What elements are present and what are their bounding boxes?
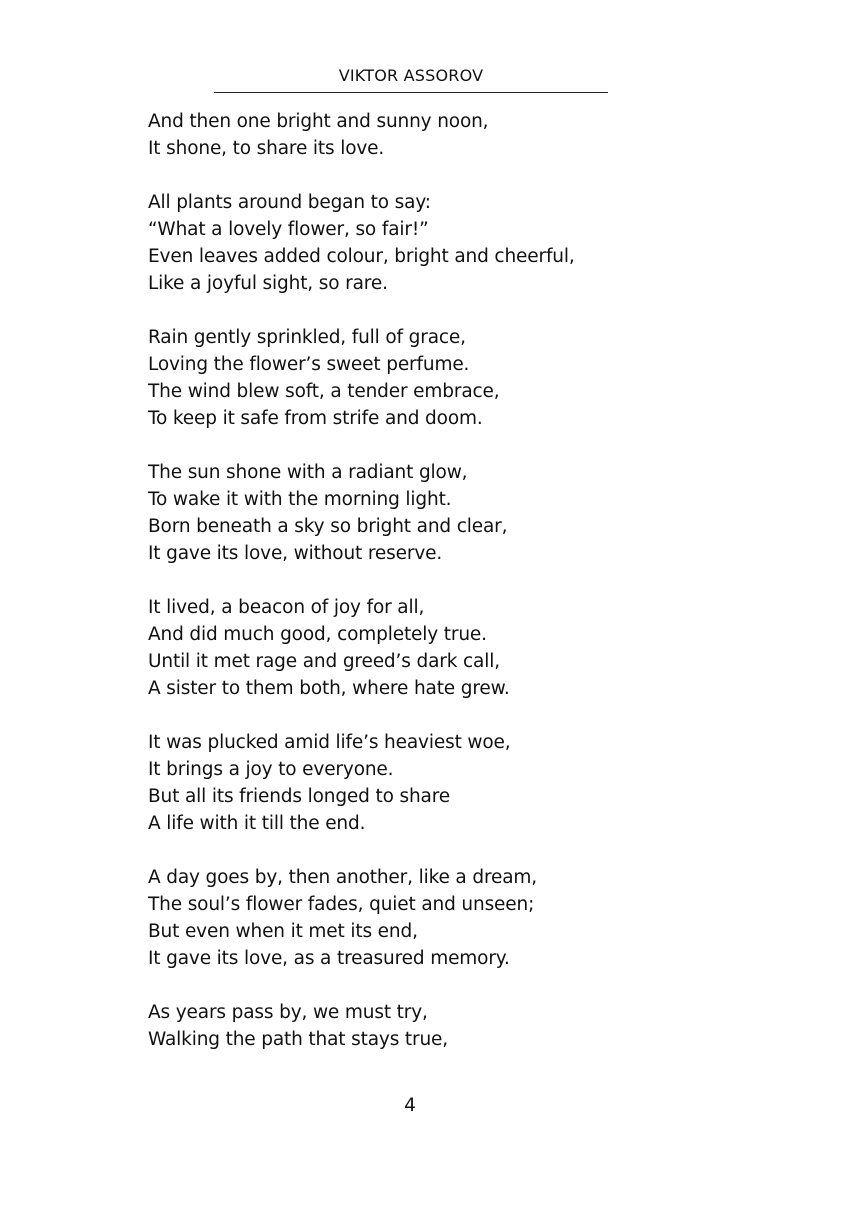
poem-line: And did much good, completely true. [148,624,487,645]
poem-line: Rain gently sprinkled, full of grace, [148,327,466,348]
author-name: VIKTOR ASSOROV [338,66,484,85]
poem-line: Born beneath a sky so bright and clear, [148,516,508,537]
poem-line: Like a joyful sight, so rare. [148,273,388,294]
poem-line: To keep it safe from strife and doom. [148,408,483,429]
poem-line: To wake it with the morning light. [148,489,452,510]
poem-line: A life with it till the end. [148,813,366,834]
poem-line: A sister to them both, where hate grew. [148,678,510,699]
poem-line: The wind blew soft, a tender embrace, [148,381,500,402]
stanza [148,108,748,162]
poem-line: But all its friends longed to share [148,786,451,807]
poem-line: But even when it met its end, [148,921,418,942]
poem-line: Walking the path that stays true, [148,1029,449,1050]
stanza [148,864,748,972]
poem-line: It lived, a beacon of joy for all, [148,597,425,618]
page-number: 4 [404,1095,416,1116]
stanza [148,999,748,1053]
poem-line: It brings a joy to everyone. [148,759,394,780]
running-header [214,64,608,93]
poem-line: Even leaves added colour, bright and cheerful, [148,246,575,267]
poem-line: Until it met rage and greed’s dark call, [148,651,500,672]
stanza [148,189,748,297]
poem-line: As years pass by, we must try, [148,1002,428,1023]
stanza [148,459,748,567]
stanza [148,729,748,837]
poem-line: A day goes by, then another, like a dream, [148,867,538,888]
poem-line: The soul’s flower fades, quiet and unseen; [148,894,535,915]
poem-line: Loving the flower’s sweet perfume. [148,354,470,375]
stanza [148,324,748,432]
poem-line: It shone, to share its love. [148,138,385,159]
poem-line: “What a lovely flower, so fair!” [148,219,429,240]
poem-line: It gave its love, as a treasured memory. [148,948,510,969]
stanza [148,594,748,702]
poem-line: It was plucked amid life’s heaviest woe, [148,732,511,753]
poem-line: It gave its love, without reserve. [148,543,443,564]
poem-line: All plants around began to say: [148,192,431,213]
poem-line: The sun shone with a radiant glow, [148,462,468,483]
poem-line: And then one bright and sunny noon, [148,111,489,132]
poem-body [148,108,748,1053]
